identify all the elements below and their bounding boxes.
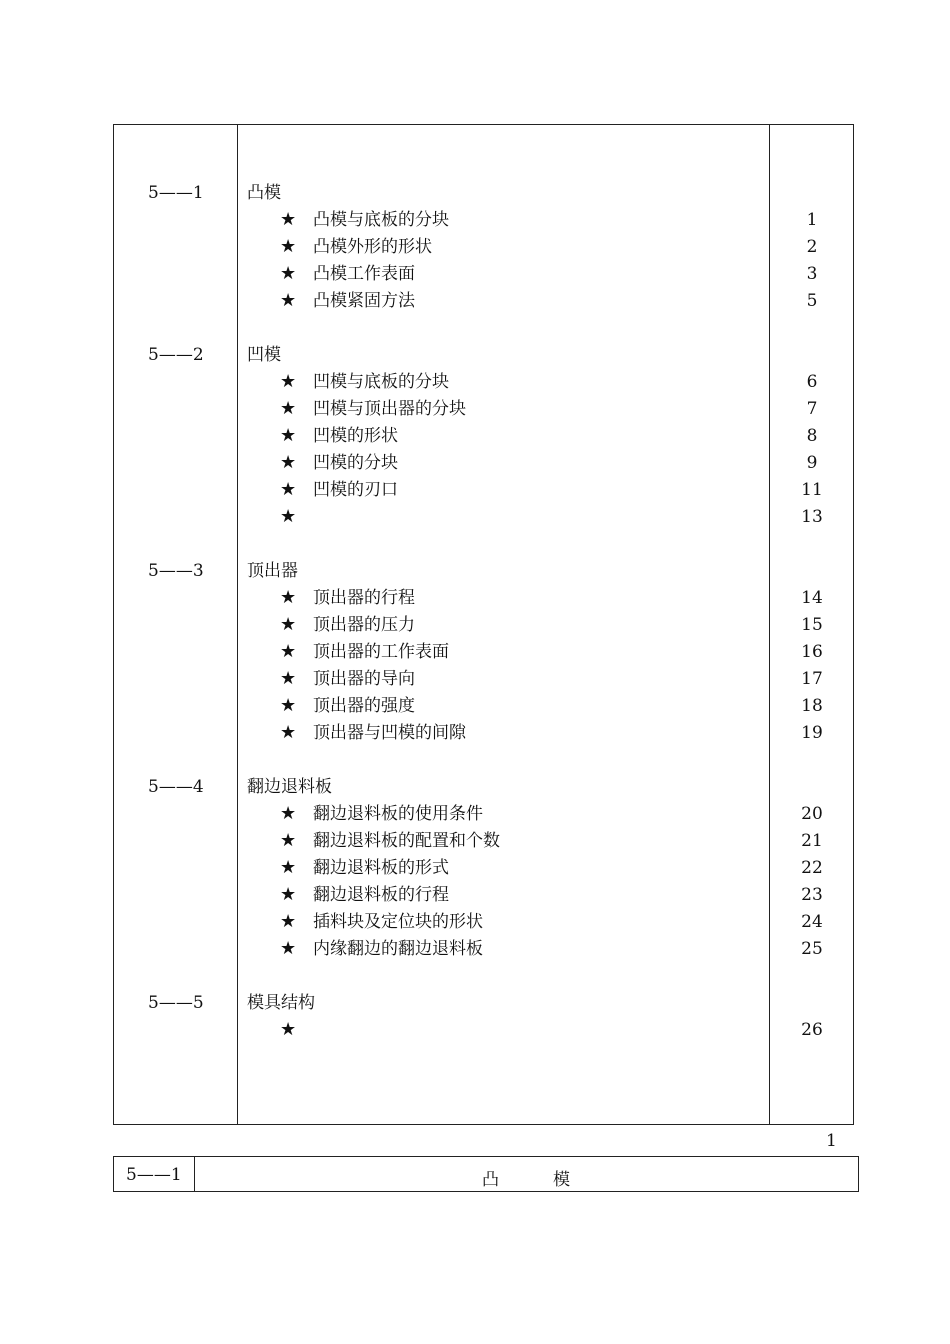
toc-entry-label[interactable]: 凸模工作表面 bbox=[313, 264, 415, 284]
section-title[interactable]: 模具结构 bbox=[247, 993, 315, 1013]
section-title[interactable]: 凸模 bbox=[247, 183, 281, 203]
toc-entry-label[interactable]: 顶出器的工作表面 bbox=[313, 642, 449, 662]
star-bullet-icon: ★ bbox=[280, 911, 297, 932]
star-bullet-icon: ★ bbox=[280, 884, 297, 905]
toc-entry-label[interactable]: 顶出器与凹模的间隙 bbox=[313, 723, 466, 743]
star-bullet-icon: ★ bbox=[280, 263, 297, 284]
section-number: 5——3 bbox=[148, 561, 204, 581]
toc-entry-page: 5 bbox=[806, 291, 818, 311]
toc-entry-label[interactable]: 凹模的形状 bbox=[313, 426, 398, 446]
toc-entry-label[interactable]: 凹模与顶出器的分块 bbox=[313, 399, 466, 419]
star-bullet-icon: ★ bbox=[280, 479, 297, 500]
toc-entry-page: 13 bbox=[801, 507, 823, 527]
star-bullet-icon: ★ bbox=[280, 614, 297, 635]
star-bullet-icon: ★ bbox=[280, 722, 297, 743]
toc-entry-page: 2 bbox=[806, 237, 818, 257]
toc-entry-page: 24 bbox=[801, 912, 823, 932]
section-title[interactable]: 凹模 bbox=[247, 345, 281, 365]
toc-entry-label[interactable]: 内缘翻边的翻边退料板 bbox=[313, 939, 483, 959]
toc-entry-label[interactable]: 插料块及定位块的形状 bbox=[313, 912, 483, 932]
section-number: 5——1 bbox=[148, 183, 204, 203]
star-bullet-icon: ★ bbox=[280, 290, 297, 311]
toc-entry-page: 14 bbox=[801, 588, 823, 608]
toc-entry-label[interactable]: 凸模与底板的分块 bbox=[313, 210, 449, 230]
star-bullet-icon: ★ bbox=[280, 695, 297, 716]
toc-entry-page: 9 bbox=[806, 453, 818, 473]
toc-entry-label[interactable]: 顶出器的导向 bbox=[313, 669, 415, 689]
toc-entry-label[interactable]: 凸模外形的形状 bbox=[313, 237, 432, 257]
section-number: 5——4 bbox=[148, 777, 204, 797]
star-bullet-icon: ★ bbox=[280, 452, 297, 473]
star-bullet-icon: ★ bbox=[280, 857, 297, 878]
toc-entry-label[interactable]: 翻边退料板的行程 bbox=[313, 885, 449, 905]
toc-entry-page: 3 bbox=[806, 264, 818, 284]
star-bullet-icon: ★ bbox=[280, 587, 297, 608]
star-bullet-icon: ★ bbox=[280, 236, 297, 257]
section-number: 5——5 bbox=[148, 993, 204, 1013]
toc-entry-page: 15 bbox=[801, 615, 823, 635]
toc-entry-page: 22 bbox=[801, 858, 823, 878]
star-bullet-icon: ★ bbox=[280, 938, 297, 959]
toc-table bbox=[113, 124, 854, 1125]
star-bullet-icon: ★ bbox=[280, 209, 297, 230]
star-bullet-icon: ★ bbox=[280, 803, 297, 824]
star-bullet-icon: ★ bbox=[280, 1019, 297, 1040]
toc-entry-label[interactable]: 翻边退料板的形式 bbox=[313, 858, 449, 878]
star-bullet-icon: ★ bbox=[280, 830, 297, 851]
toc-entry-page: 8 bbox=[806, 426, 818, 446]
toc-entry-label[interactable]: 翻边退料板的使用条件 bbox=[313, 804, 483, 824]
toc-entry-label[interactable]: 凸模紧固方法 bbox=[313, 291, 415, 311]
page-number: 1 bbox=[826, 1131, 837, 1151]
toc-entry-label[interactable]: 翻边退料板的配置和个数 bbox=[313, 831, 500, 851]
toc-entry-page: 16 bbox=[801, 642, 823, 662]
toc-entry-page: 20 bbox=[801, 804, 823, 824]
section-title[interactable]: 顶出器 bbox=[247, 561, 298, 581]
toc-entry-page: 26 bbox=[801, 1020, 823, 1040]
toc-entry-label[interactable]: 顶出器的压力 bbox=[313, 615, 415, 635]
toc-entry-page: 18 bbox=[801, 696, 823, 716]
toc-entry-page: 1 bbox=[806, 210, 818, 230]
star-bullet-icon: ★ bbox=[280, 668, 297, 689]
section-title: 凸 模 bbox=[481, 1170, 571, 1190]
toc-entry-label[interactable]: 凹模的刃口 bbox=[313, 480, 398, 500]
star-bullet-icon: ★ bbox=[280, 641, 297, 662]
toc-entry-page: 19 bbox=[801, 723, 823, 743]
section-title[interactable]: 翻边退料板 bbox=[247, 777, 332, 797]
section-number: 5——1 bbox=[126, 1165, 182, 1185]
toc-entry-page: 25 bbox=[801, 939, 823, 959]
star-bullet-icon: ★ bbox=[280, 371, 297, 392]
column-divider bbox=[769, 125, 770, 1124]
star-bullet-icon: ★ bbox=[280, 506, 297, 527]
star-bullet-icon: ★ bbox=[280, 398, 297, 419]
toc-entry-page: 7 bbox=[806, 399, 818, 419]
toc-entry-label[interactable]: 顶出器的行程 bbox=[313, 588, 415, 608]
toc-entry-page: 11 bbox=[801, 480, 823, 500]
toc-entry-page: 23 bbox=[801, 885, 823, 905]
section-header-table bbox=[113, 1156, 859, 1192]
toc-entry-page: 21 bbox=[801, 831, 823, 851]
toc-entry-page: 17 bbox=[801, 669, 823, 689]
section-number: 5——2 bbox=[148, 345, 204, 365]
toc-entry-page: 6 bbox=[806, 372, 818, 392]
column-divider bbox=[237, 125, 238, 1124]
toc-entry-label[interactable]: 凹模与底板的分块 bbox=[313, 372, 449, 392]
toc-entry-label[interactable]: 凹模的分块 bbox=[313, 453, 398, 473]
toc-entry-label[interactable]: 顶出器的强度 bbox=[313, 696, 415, 716]
star-bullet-icon: ★ bbox=[280, 425, 297, 446]
